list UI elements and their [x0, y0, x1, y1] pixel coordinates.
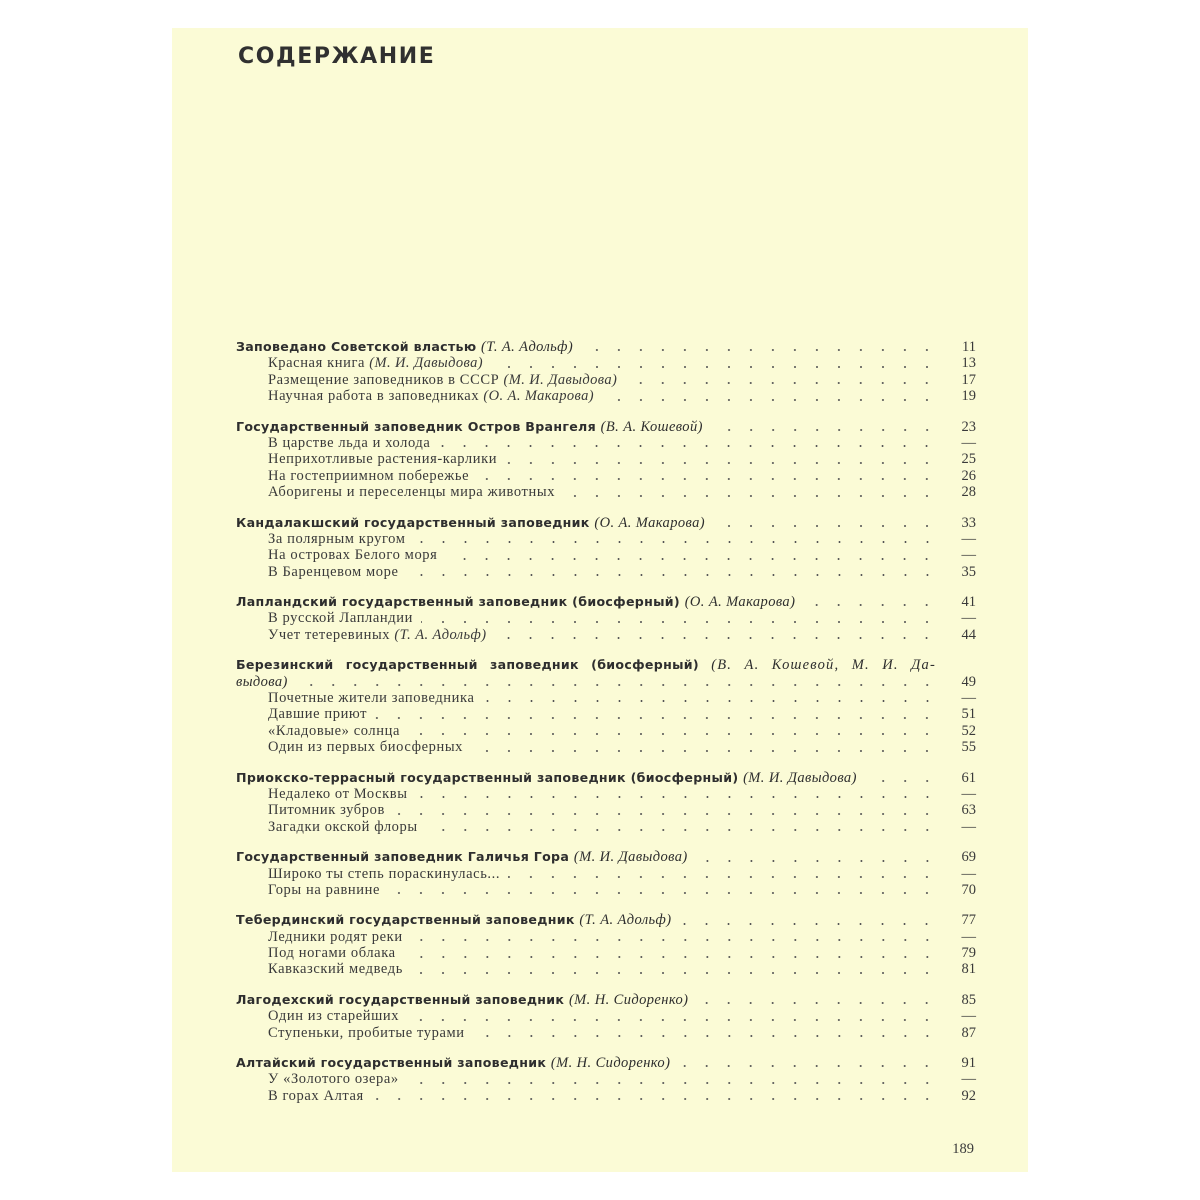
- toc-subsection-entry[interactable]: [236, 962, 976, 978]
- subsection-title-text: Научная работа в заповедниках: [268, 388, 480, 405]
- toc-subsection-entry[interactable]: [236, 484, 976, 500]
- dot-leader: [438, 445, 938, 447]
- chapter-page: 41: [961, 594, 976, 611]
- chapter-title-text: Тебердинский государственный заповедник: [236, 912, 575, 928]
- subsection-page: —: [961, 1008, 976, 1025]
- toc-chapter-entry[interactable]: [236, 849, 976, 865]
- subsection-author: (Т. А. Адольф): [394, 626, 487, 643]
- subsection-title-text: Кавказский медведь: [268, 961, 403, 978]
- subsection-page: 35: [961, 563, 976, 580]
- subsection-title-text: Ледники родят реки: [268, 928, 403, 945]
- chapter-author: (О. А. Макарова): [684, 594, 796, 611]
- chapter-title-text: Лагодехский государственный заповедник: [236, 991, 565, 1007]
- dot-leader: [372, 1098, 938, 1100]
- subsection-author: (М. И. Давыдова): [503, 371, 618, 388]
- toc-subsection-entry[interactable]: [236, 819, 976, 835]
- chapter-title: [236, 912, 671, 928]
- dot-leader: [421, 621, 938, 623]
- chapter-author: (М. И. Давыдова): [573, 849, 688, 866]
- subsection-title-text: Под ногами облака: [268, 945, 396, 962]
- toc-subsection-entry[interactable]: [236, 627, 976, 643]
- subsection-page: 81: [961, 961, 976, 978]
- chapter-title: [236, 594, 795, 610]
- chapter-author: (М. И. Давыдова): [743, 769, 857, 786]
- chapter-title-text: Приокско-террасный государственный заповедник (биосферный): [236, 769, 739, 785]
- subsection-page: —: [961, 690, 976, 707]
- subsection-author: (М. И. Давыдова): [369, 355, 483, 372]
- toc-section: [236, 657, 976, 755]
- toc-subsection-entry[interactable]: [236, 435, 976, 451]
- subsection-title: [268, 706, 367, 722]
- toc-subsection-entry[interactable]: [236, 786, 976, 802]
- toc-section: [236, 912, 976, 978]
- subsection-title-text: В царстве льда и холода: [268, 434, 431, 451]
- subsection-title-text: Давшие приют: [268, 706, 368, 723]
- subsection-title: [268, 1071, 399, 1087]
- subsection-author: (О. А. Макарова): [483, 388, 595, 405]
- chapter-title: [236, 419, 703, 435]
- toc-subsection-entry[interactable]: [236, 355, 976, 371]
- subsection-title-text: Питомник зубров: [268, 802, 385, 819]
- chapter-title-text: Кандалакшский государственный заповедник: [236, 514, 590, 530]
- toc-subsection-entry[interactable]: [236, 1088, 976, 1104]
- chapter-title-text: Заповедано Советской властью: [236, 338, 477, 354]
- subsection-page: —: [961, 818, 976, 835]
- dot-leader: [414, 541, 939, 543]
- chapter-page: 23: [961, 418, 976, 435]
- dot-leader: [803, 604, 938, 606]
- chapter-author: (М. Н. Сидоренко): [550, 1055, 671, 1072]
- chapter-page: 61: [961, 769, 976, 786]
- toc-subsection-entry[interactable]: [236, 739, 976, 755]
- toc-section: [236, 339, 976, 405]
- subsection-page: —: [961, 928, 976, 945]
- chapter-title-text: Лапландский государственный заповедник (биосферный): [236, 594, 680, 610]
- subsection-title: [268, 484, 555, 500]
- subsection-page: 25: [961, 451, 976, 468]
- toc-chapter-entry[interactable]: [236, 419, 976, 435]
- subsection-title: [268, 961, 403, 977]
- subsection-title-text: Загадки окской флоры: [268, 818, 418, 835]
- subsection-page: 87: [961, 1024, 976, 1041]
- subsection-title: [268, 435, 430, 451]
- toc-subsection-entry[interactable]: [236, 866, 976, 882]
- toc-subsection-entry[interactable]: [236, 468, 976, 484]
- dot-leader: [696, 1002, 938, 1004]
- dot-leader: [678, 1065, 938, 1067]
- subsection-title-text: В Баренцевом море: [268, 563, 399, 580]
- toc-chapter-line[interactable]: [236, 657, 976, 673]
- subsection-title: [268, 882, 380, 898]
- dot-leader: [471, 750, 938, 752]
- subsection-page: —: [961, 1071, 976, 1088]
- dot-leader: [494, 637, 938, 639]
- dot-leader: [375, 717, 938, 719]
- dot-leader: [696, 860, 938, 862]
- subsection-title-text: Горы на равнине: [268, 881, 381, 898]
- subsection-title: [268, 388, 594, 404]
- subsection-title-text: У «Золотого озера»: [268, 1071, 399, 1088]
- chapter-title: [236, 770, 857, 786]
- dot-leader: [679, 923, 938, 925]
- chapter-title-text: Государственный заповедник Остров Врангеля: [236, 418, 596, 434]
- chapter-title: [236, 515, 705, 531]
- toc-subsection-entry[interactable]: [236, 451, 976, 467]
- dot-leader: [407, 1019, 938, 1021]
- toc-subsection-entry[interactable]: [236, 1008, 976, 1024]
- toc-section: [236, 849, 976, 898]
- subsection-title: [268, 945, 396, 961]
- subsection-title-text: Красная книга: [268, 355, 366, 372]
- subsection-page: 19: [961, 388, 976, 405]
- toc-chapter-entry[interactable]: [236, 1055, 976, 1071]
- subsection-title: [268, 929, 403, 945]
- subsection-title: [268, 355, 483, 371]
- subsection-page: —: [961, 530, 976, 547]
- subsection-page: 17: [961, 371, 976, 388]
- subsection-title: [268, 372, 617, 388]
- subsection-page: 44: [961, 626, 976, 643]
- subsection-title-text: Почетные жители заповедника: [268, 690, 475, 707]
- subsection-title: [268, 819, 418, 835]
- toc-subsection-entry[interactable]: [236, 723, 976, 739]
- subsection-title: [268, 610, 413, 626]
- subsection-page: 79: [961, 945, 976, 962]
- subsection-title-text: Один из старейших: [268, 1008, 400, 1025]
- subsection-title-text: Ступеньки, пробитые турами: [268, 1024, 465, 1041]
- toc-subsection-entry[interactable]: [236, 929, 976, 945]
- toc-subsection-entry[interactable]: [236, 690, 976, 706]
- subsection-page: 92: [961, 1087, 976, 1104]
- dot-leader: [411, 972, 938, 974]
- chapter-author: (Т. А. Адольф): [481, 338, 574, 355]
- subsection-title-text: Размещение заповедников в СССР: [268, 371, 500, 388]
- dot-leader: [408, 733, 938, 735]
- toc-subsection-entry[interactable]: [236, 1071, 976, 1087]
- dot-leader: [393, 813, 938, 815]
- subsection-page: 55: [961, 739, 976, 756]
- dot-leader: [625, 382, 938, 384]
- page-number: 189: [952, 1141, 974, 1157]
- subsection-page: —: [961, 434, 976, 451]
- subsection-title: [268, 468, 469, 484]
- table-of-contents: [236, 339, 976, 1118]
- chapter-page: 33: [961, 514, 976, 531]
- chapter-title: [236, 339, 573, 355]
- toc-chapter-entry[interactable]: [236, 912, 976, 928]
- chapter-author: (О. А. Макарова): [594, 514, 705, 531]
- chapter-page: 49: [961, 673, 976, 690]
- dot-leader: [416, 796, 938, 798]
- toc-section: [236, 1055, 976, 1104]
- chapter-title-text: Алтайский государственный заповедник: [236, 1055, 547, 1071]
- subsection-title: [268, 1088, 364, 1104]
- toc-subsection-entry[interactable]: [236, 945, 976, 961]
- dot-leader: [713, 525, 938, 527]
- subsection-title-text: На гостеприимном побережье: [268, 467, 470, 484]
- toc-subsection-entry[interactable]: [236, 388, 976, 404]
- subsection-title: [268, 802, 385, 818]
- toc-subsection-entry[interactable]: [236, 610, 976, 626]
- subsection-page: 28: [961, 484, 976, 501]
- toc-chapter-entry[interactable]: [236, 770, 976, 786]
- toc-chapter-entry[interactable]: [236, 992, 976, 1008]
- chapter-author: (В. А. Кошевой): [600, 418, 703, 435]
- toc-subsection-entry[interactable]: [236, 531, 976, 547]
- subsection-page: —: [961, 547, 976, 564]
- chapter-author-continued: выдова): [236, 673, 288, 690]
- chapter-page: 77: [961, 912, 976, 929]
- subsection-title-text: Широко ты степь пораскинулась...: [268, 865, 501, 882]
- subsection-title-text: «Кладовые» солнца: [268, 722, 401, 739]
- subsection-page: 63: [961, 802, 976, 819]
- toc-section: [236, 515, 976, 581]
- chapter-title: [236, 992, 688, 1008]
- dot-leader: [404, 956, 938, 958]
- dot-leader: [296, 684, 938, 686]
- toc-chapter-entry[interactable]: [236, 339, 976, 355]
- chapter-author: (Т. А. Адольф): [579, 912, 672, 929]
- subsection-title-text: На островах Белого моря: [268, 547, 438, 564]
- chapter-page: 69: [961, 849, 976, 866]
- toc-chapter-entry[interactable]: [236, 594, 976, 610]
- subsection-title: [268, 723, 400, 739]
- subsection-title-text: Недалеко от Москвы: [268, 785, 408, 802]
- subsection-title-text: Неприхотливые растения-карлики: [268, 451, 498, 468]
- dot-leader: [865, 780, 938, 782]
- dot-leader: [563, 495, 938, 497]
- dot-leader: [505, 462, 938, 464]
- toc-section: [236, 992, 976, 1041]
- toc-subsection-entry[interactable]: [236, 706, 976, 722]
- toc-subsection-entry[interactable]: [236, 564, 976, 580]
- subsection-page: —: [961, 785, 976, 802]
- subsection-page: 13: [961, 355, 976, 372]
- chapter-page: 11: [962, 338, 976, 355]
- subsection-page: —: [961, 610, 976, 627]
- subsection-title: [268, 547, 437, 563]
- subsection-title: [268, 1025, 465, 1041]
- subsection-title: [268, 786, 408, 802]
- toc-section: [236, 419, 976, 501]
- chapter-title: [236, 849, 688, 865]
- subsection-title: [268, 627, 486, 643]
- dot-leader: [581, 349, 938, 351]
- dot-leader: [388, 892, 938, 894]
- subsection-title: [268, 739, 463, 755]
- chapter-title-text: Государственный заповедник Галичья Гора: [236, 849, 570, 865]
- subsection-page: 70: [961, 881, 976, 898]
- subsection-page: 51: [961, 706, 976, 723]
- chapter-title: Березинский государственный заповедник (биосферный): [236, 657, 699, 673]
- subsection-title-text: Один из первых биосферных: [268, 739, 464, 756]
- chapter-title-continued: [236, 674, 288, 690]
- dot-leader: [445, 558, 938, 560]
- toc-subsection-entry[interactable]: [236, 547, 976, 563]
- toc-subsection-entry[interactable]: [236, 802, 976, 818]
- subsection-title: [268, 564, 399, 580]
- subsection-page: 52: [961, 722, 976, 739]
- dot-leader: [483, 700, 939, 702]
- subsection-title-text: В русской Лапландии: [268, 610, 413, 627]
- subsection-title-text: Учет тетеревиных: [268, 626, 391, 643]
- dot-leader: [602, 399, 938, 401]
- dot-leader: [407, 574, 938, 576]
- dot-leader: [426, 829, 938, 831]
- subsection-title: [268, 866, 500, 882]
- chapter-author: (М. Н. Сидоренко): [568, 991, 689, 1008]
- dot-leader: [711, 429, 938, 431]
- toc-chapter-entry[interactable]: [236, 674, 976, 690]
- toc-chapter-entry[interactable]: [236, 515, 976, 531]
- toc-section: [236, 594, 976, 643]
- dot-leader: [491, 366, 938, 368]
- subsection-title: [268, 1008, 399, 1024]
- toc-subsection-entry[interactable]: [236, 882, 976, 898]
- dot-leader: [508, 876, 938, 878]
- toc-section: [236, 770, 976, 836]
- chapter-page: 85: [961, 991, 976, 1008]
- chapter-page: 91: [961, 1055, 976, 1072]
- subsection-title-text: Аборигены и переселенцы мира животных: [268, 484, 556, 501]
- subsection-title-text: В горах Алтая: [268, 1087, 364, 1104]
- toc-subsection-entry[interactable]: [236, 372, 976, 388]
- book-page: [172, 28, 1028, 1172]
- dot-leader: [407, 1082, 938, 1084]
- subsection-title: [268, 690, 475, 706]
- dot-leader: [411, 939, 938, 941]
- subsection-page: 26: [961, 467, 976, 484]
- subsection-title: [268, 451, 497, 467]
- dot-leader: [473, 1035, 938, 1037]
- subsection-page: —: [961, 865, 976, 882]
- chapter-author: (В. А. Кошевой, М. И. Да-: [711, 657, 936, 674]
- chapter-title: [236, 1055, 670, 1071]
- contents-heading: СОДЕРЖАНИЕ: [238, 44, 436, 69]
- toc-subsection-entry[interactable]: [236, 1025, 976, 1041]
- subsection-title-text: За полярным кругом: [268, 530, 406, 547]
- subsection-title: [268, 531, 406, 547]
- dot-leader: [477, 478, 938, 480]
